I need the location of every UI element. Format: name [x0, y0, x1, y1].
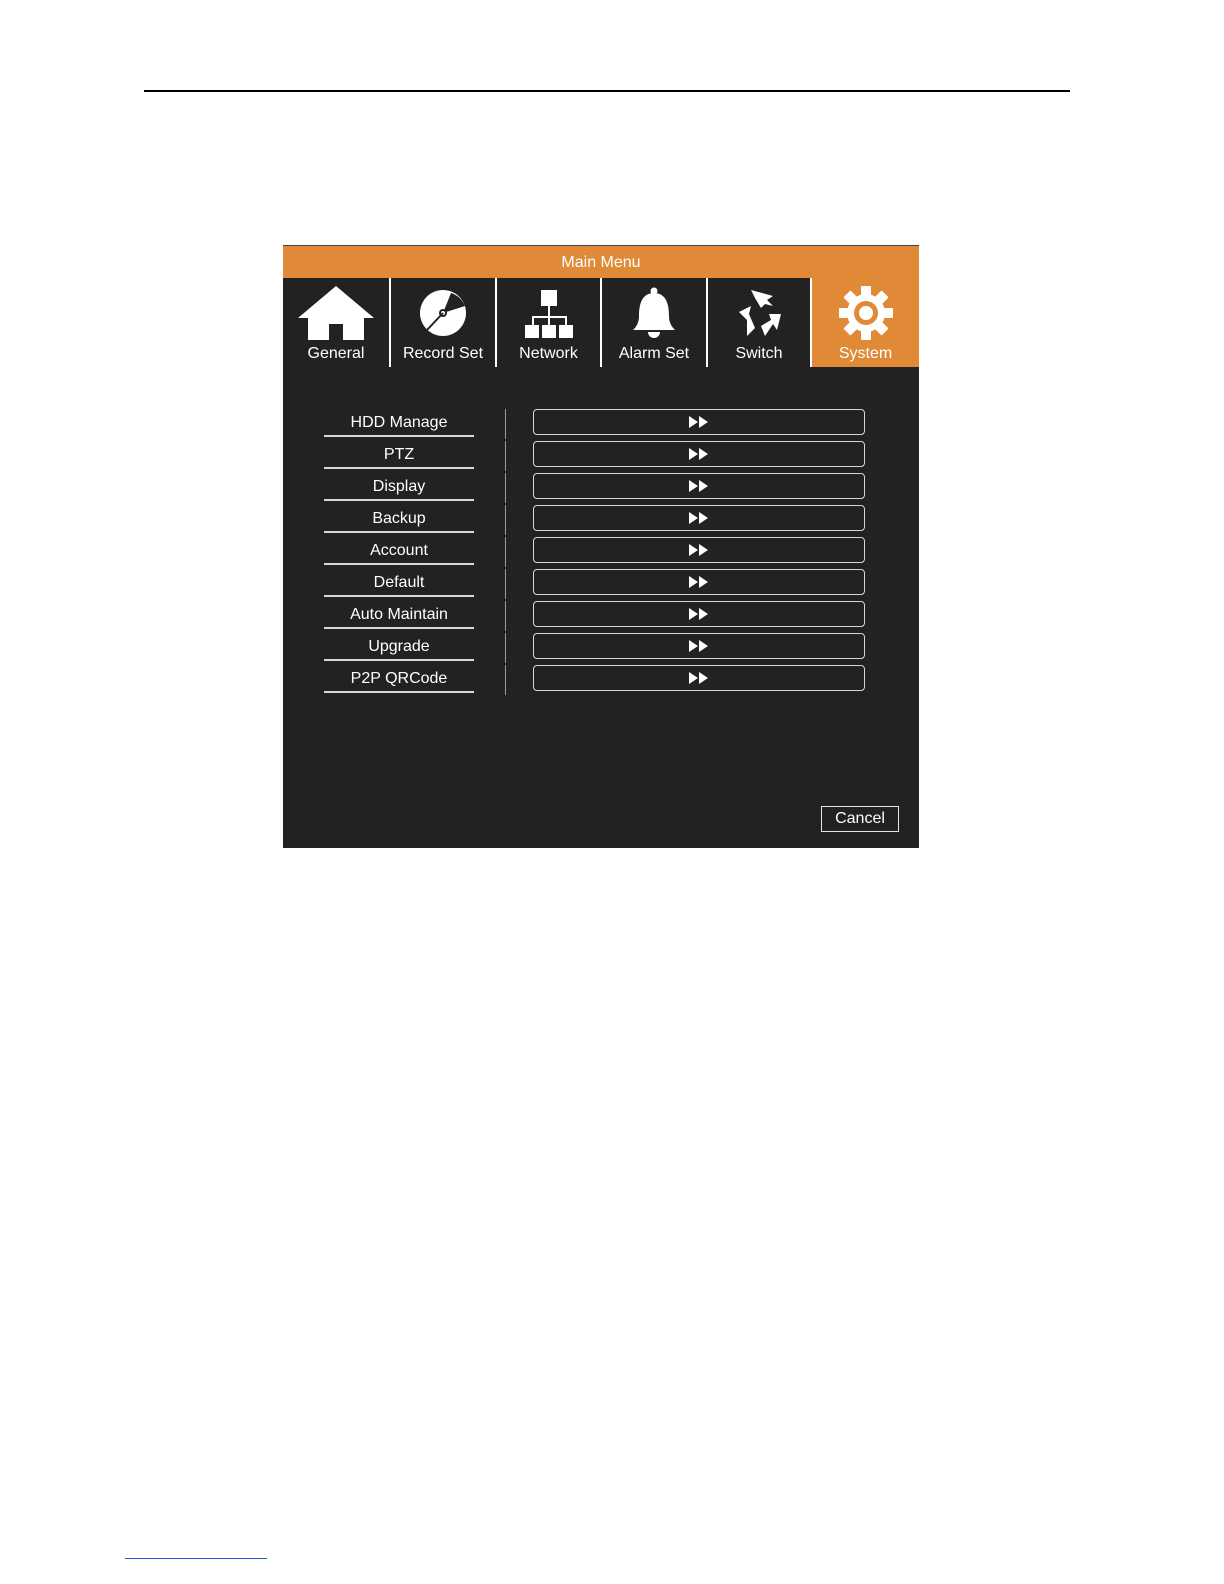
row-divider	[505, 473, 506, 503]
row-divider	[505, 441, 506, 471]
display-label: Display	[324, 473, 474, 501]
tab-alarm-set[interactable]	[602, 278, 706, 367]
account-button[interactable]	[533, 537, 865, 563]
row-divider	[505, 505, 506, 535]
tab-network[interactable]	[497, 278, 600, 367]
upgrade-button[interactable]	[533, 633, 865, 659]
main-menu-window	[283, 245, 919, 848]
tab-label: System	[838, 345, 893, 362]
list-item	[283, 633, 919, 663]
backup-label: Backup	[324, 505, 474, 533]
list-item	[283, 473, 919, 503]
display-button[interactable]	[533, 473, 865, 499]
p2p-qrcode-button[interactable]	[533, 665, 865, 691]
disc-icon	[403, 282, 483, 344]
row-divider	[505, 633, 506, 663]
tab-switch[interactable]	[708, 278, 810, 367]
network-icon	[509, 282, 589, 344]
tab-bar	[283, 278, 919, 367]
tab-system[interactable]	[812, 278, 919, 367]
fast-forward-icon	[689, 480, 709, 492]
list-item	[283, 441, 919, 471]
fast-forward-icon	[689, 608, 709, 620]
list-item	[283, 569, 919, 599]
tab-label: General	[307, 345, 365, 362]
row-divider	[505, 569, 506, 599]
hdd-manage-button[interactable]	[533, 409, 865, 435]
ptz-button[interactable]	[533, 441, 865, 467]
upgrade-label: Upgrade	[324, 633, 474, 661]
row-divider	[505, 665, 506, 695]
switch-icon	[719, 282, 799, 344]
bell-icon	[614, 282, 694, 344]
auto-maintain-label: Auto Maintain	[324, 601, 474, 629]
tab-label: Network	[519, 345, 578, 362]
p2p-qrcode-label: P2P QRCode	[324, 665, 474, 693]
list-item	[283, 505, 919, 535]
list-item	[283, 409, 919, 439]
page-header-rule	[144, 90, 1070, 92]
fast-forward-icon	[689, 544, 709, 556]
fast-forward-icon	[689, 640, 709, 652]
list-item	[283, 601, 919, 631]
ptz-label: PTZ	[324, 441, 474, 469]
fast-forward-icon	[689, 672, 709, 684]
tab-label: Alarm Set	[618, 345, 690, 362]
hdd-manage-label: HDD Manage	[324, 409, 474, 437]
row-divider	[505, 409, 506, 439]
fast-forward-icon	[689, 448, 709, 460]
default-button[interactable]	[533, 569, 865, 595]
tab-general[interactable]	[283, 278, 389, 367]
footer-link-underline[interactable]	[125, 1558, 267, 1559]
tab-label: Switch	[735, 345, 783, 362]
list-item	[283, 537, 919, 567]
row-divider	[505, 601, 506, 631]
list-item	[283, 665, 919, 695]
gear-icon	[826, 282, 906, 344]
cancel-button[interactable]: Cancel	[821, 806, 899, 832]
default-label: Default	[324, 569, 474, 597]
home-icon	[296, 282, 376, 344]
account-label: Account	[324, 537, 474, 565]
tab-label: Record Set	[402, 345, 484, 362]
row-divider	[505, 537, 506, 567]
window-title: Main Menu	[283, 245, 919, 279]
backup-button[interactable]	[533, 505, 865, 531]
fast-forward-icon	[689, 512, 709, 524]
tab-record-set[interactable]	[391, 278, 495, 367]
auto-maintain-button[interactable]	[533, 601, 865, 627]
fast-forward-icon	[689, 416, 709, 428]
fast-forward-icon	[689, 576, 709, 588]
